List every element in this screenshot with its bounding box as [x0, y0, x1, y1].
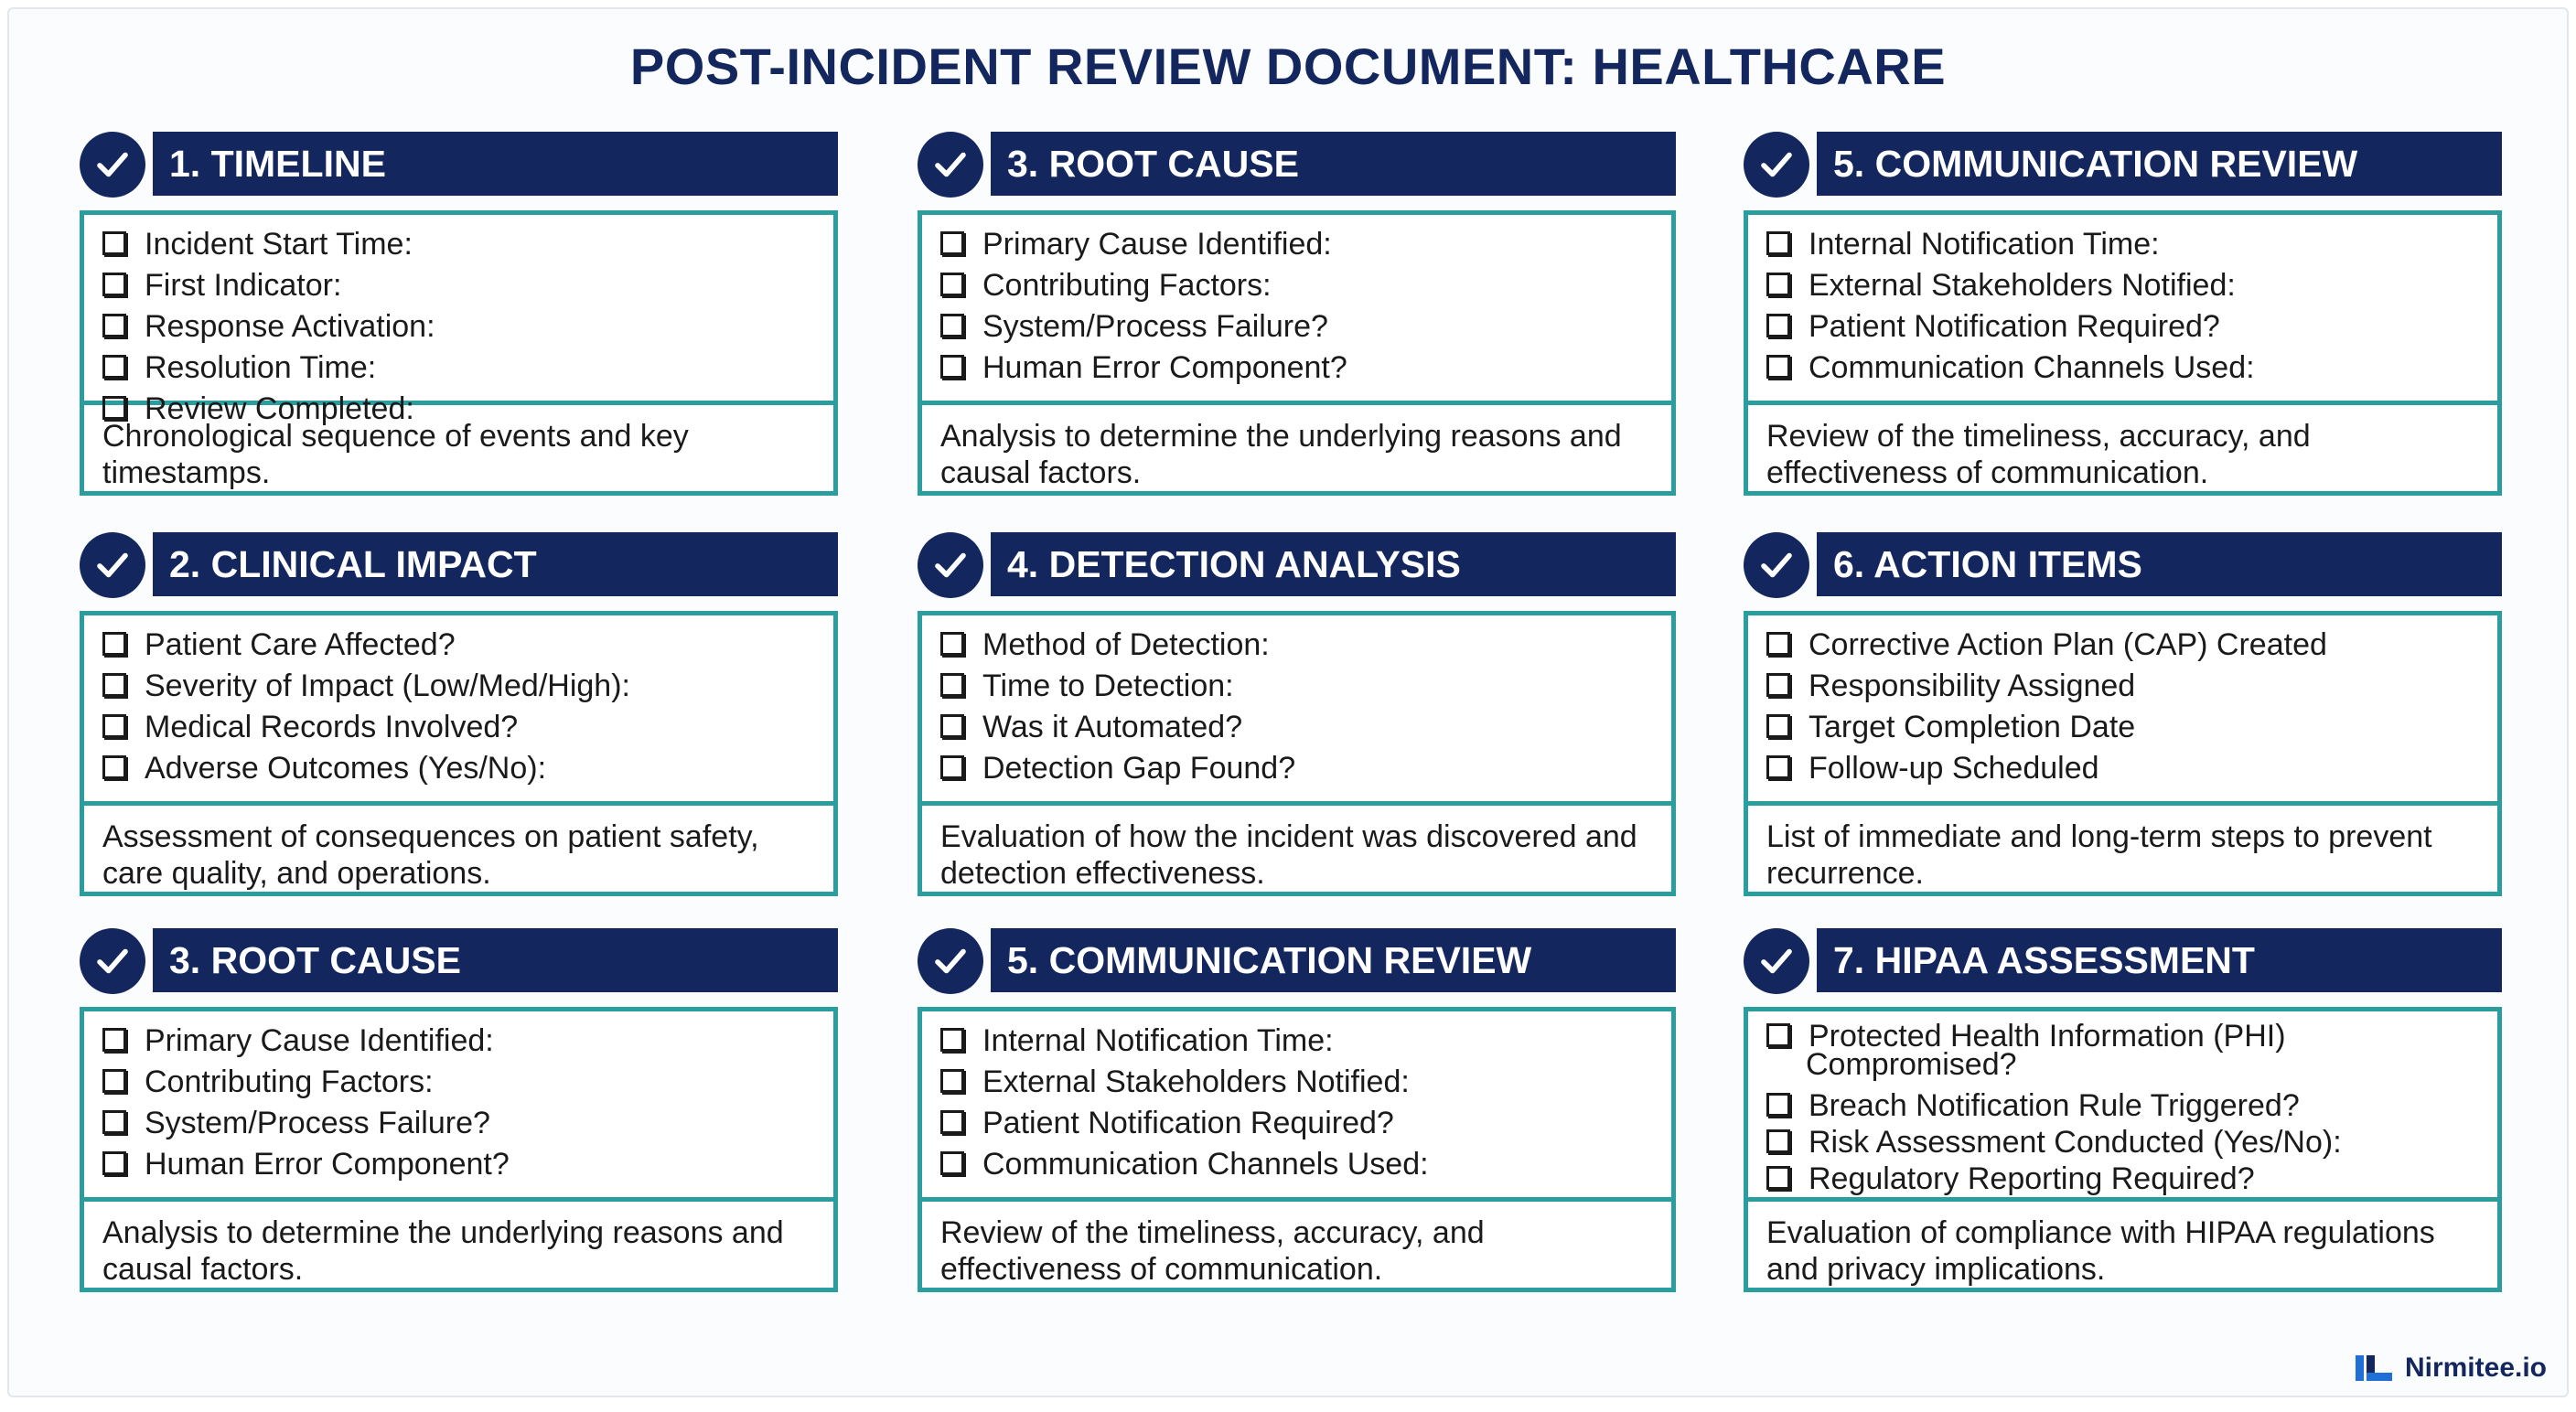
checklist-item[interactable]: [1766, 348, 2479, 389]
checklist-item-label: Adverse Outcomes (Yes/No):: [145, 751, 547, 786]
checklist-item[interactable]: [102, 1103, 815, 1144]
section-description: Analysis to determine the underlying reasons and causal factors.: [940, 419, 1622, 490]
checkbox-icon[interactable]: [940, 1110, 964, 1134]
checklist-item-label: Time to Detection:: [982, 669, 1234, 703]
checklist-item-label: Review Completed:: [145, 391, 414, 426]
checkmark-icon: [918, 132, 983, 198]
checklist-item[interactable]: [102, 1021, 815, 1062]
section-card-action-items: [1744, 532, 2502, 896]
checklist: [1748, 215, 2497, 401]
section-card-detection-analysis: [918, 532, 1676, 896]
checklist-item[interactable]: [1766, 666, 2479, 707]
checklist-item-label: Primary Cause Identified:: [145, 1023, 494, 1058]
checkbox-icon[interactable]: [1766, 1023, 1790, 1047]
checklist-item-label: Human Error Component?: [145, 1147, 510, 1182]
checklist-item-label: Was it Automated?: [982, 710, 1243, 744]
checkmark-icon: [918, 928, 983, 994]
checklist-item[interactable]: [102, 224, 815, 265]
section-description: List of immediate and long-term steps to prevent recurrence.: [1766, 819, 2432, 891]
document-page: [7, 7, 2569, 1397]
checkbox-icon[interactable]: [1766, 673, 1790, 697]
checklist-item-label: Contributing Factors:: [982, 268, 1272, 303]
checklist-item[interactable]: [940, 265, 1653, 306]
checkbox-icon[interactable]: [1766, 231, 1790, 255]
checklist-item[interactable]: [102, 306, 815, 348]
section-body: [918, 1007, 1676, 1292]
checklist-item-label: Target Completion Date: [1809, 710, 2136, 744]
section-heading: 3. ROOT CAUSE: [153, 928, 838, 992]
section-header: [918, 928, 1676, 994]
checklist-item[interactable]: [102, 625, 815, 666]
checklist-item-label: First Indicator:: [145, 268, 342, 303]
checkbox-icon[interactable]: [1766, 273, 1790, 296]
checkbox-icon[interactable]: [1766, 1129, 1790, 1153]
section-card-communication-review: [918, 928, 1676, 1292]
nirmitee-logo-icon: [2354, 1352, 2396, 1385]
checklist-item[interactable]: [102, 1144, 815, 1185]
checklist-item-label: Primary Cause Identified:: [982, 227, 1332, 262]
section-header: [1744, 532, 2502, 598]
checklist-item[interactable]: [102, 666, 815, 707]
checkbox-icon[interactable]: [102, 632, 126, 656]
checklist-item-label: System/Process Failure?: [145, 1106, 490, 1140]
section-description: Review of the timeliness, accuracy, and effectiveness of communication.: [1766, 419, 2311, 490]
checkmark-icon: [80, 532, 145, 598]
checklist-item[interactable]: [940, 224, 1653, 265]
checklist: [922, 615, 1671, 801]
checklist-item-label: Method of Detection:: [982, 627, 1270, 662]
checklist-item-label: Risk Assessment Conducted (Yes/No):: [1809, 1125, 2342, 1160]
section-card-timeline: [80, 132, 838, 496]
checkbox-icon[interactable]: [940, 1069, 964, 1093]
checkbox-icon[interactable]: [940, 273, 964, 296]
brand-name: Nirmitee.io: [2404, 1353, 2547, 1383]
checkbox-icon[interactable]: [1766, 1093, 1790, 1117]
checklist-item-label: Severity of Impact (Low/Med/High):: [145, 669, 630, 703]
checklist-item-label: Communication Channels Used:: [982, 1147, 1429, 1182]
checklist-item[interactable]: [102, 748, 815, 789]
checkmark-icon: [918, 532, 983, 598]
checklist-item-label: Human Error Component?: [982, 350, 1347, 385]
checklist: [922, 215, 1671, 401]
section-heading: 5. COMMUNICATION REVIEW: [991, 928, 1676, 992]
checklist-item[interactable]: [1766, 748, 2479, 789]
section-description: Evaluation of compliance with HIPAA regulations and privacy implications.: [1766, 1215, 2435, 1287]
checklist-item-label: Internal Notification Time:: [1809, 227, 2160, 262]
checklist-item[interactable]: [940, 1144, 1653, 1185]
checklist: [84, 615, 833, 801]
checkbox-icon[interactable]: [102, 1151, 126, 1175]
section-card-clinical-impact: [80, 532, 838, 896]
checklist-item-label: Incident Start Time:: [145, 227, 413, 262]
checklist-item[interactable]: [1766, 224, 2479, 265]
checklist: [84, 1011, 833, 1197]
checklist-item-label: Communication Channels Used:: [1809, 350, 2255, 385]
checklist: [922, 1011, 1671, 1197]
checkbox-icon[interactable]: [940, 673, 964, 697]
checkbox-icon[interactable]: [940, 355, 964, 379]
checklist-item[interactable]: [940, 348, 1653, 389]
checklist-item-label: Response Activation:: [145, 309, 435, 344]
checklist-item[interactable]: [940, 666, 1653, 707]
section-header: [1744, 928, 2502, 994]
checklist-item-label: Contributing Factors:: [145, 1064, 434, 1099]
checklist-item-label: Responsibility Assigned: [1809, 669, 2136, 703]
checklist-item-label: Internal Notification Time:: [982, 1023, 1334, 1058]
checklist-item[interactable]: [1766, 1087, 2479, 1124]
section-description: Evaluation of how the incident was discovered and detection effectiveness.: [940, 819, 1637, 891]
checklist: [84, 215, 833, 426]
checkbox-icon[interactable]: [940, 314, 964, 337]
checklist-item[interactable]: [940, 707, 1653, 748]
section-body: [80, 210, 838, 496]
checkmark-icon: [1744, 132, 1809, 198]
checkbox-icon[interactable]: [1766, 714, 1790, 738]
document-title: POST-INCIDENT REVIEW DOCUMENT: HEALTHCARE: [629, 37, 1947, 95]
section-body: [918, 611, 1676, 896]
checkbox-icon[interactable]: [102, 1110, 126, 1134]
section-heading: 3. ROOT CAUSE: [991, 132, 1676, 196]
checklist-item[interactable]: [940, 748, 1653, 789]
section-heading: 7. HIPAA ASSESSMENT: [1817, 928, 2502, 992]
section-description: Review of the timeliness, accuracy, and effectiveness of communication.: [940, 1215, 1485, 1287]
checklist-item-label: Medical Records Involved?: [145, 710, 519, 744]
checkbox-icon[interactable]: [1766, 355, 1790, 379]
section-card-root-cause: [80, 928, 838, 1292]
checkbox-icon[interactable]: [1766, 755, 1790, 779]
checklist-item-label: System/Process Failure?: [982, 309, 1328, 344]
section-card-root-cause: [918, 132, 1676, 496]
section-heading: 2. CLINICAL IMPACT: [153, 532, 838, 596]
checklist-item-label: Breach Notification Rule Triggered?: [1809, 1088, 2300, 1123]
checkmark-icon: [80, 928, 145, 994]
checklist-item-label: Resolution Time:: [145, 350, 377, 385]
section-description: Assessment of consequences on patient safety, care quality, and operations.: [102, 819, 759, 891]
section-header: [80, 132, 838, 198]
checklist-item[interactable]: [1766, 625, 2479, 666]
checklist-item-label: External Stakeholders Notified:: [1809, 268, 2236, 303]
checklist-item[interactable]: [1766, 1019, 2479, 1082]
checkbox-icon[interactable]: [940, 632, 964, 656]
checklist-item[interactable]: [940, 625, 1653, 666]
section-description: Analysis to determine the underlying reasons and causal factors.: [102, 1215, 784, 1287]
section-card-hipaa-assessment: [1744, 928, 2502, 1292]
checklist-item-label: Protected Health Information (PHI) Compromised?: [1806, 1019, 2286, 1082]
section-header: [80, 928, 838, 994]
checklist-item[interactable]: [102, 1062, 815, 1103]
checklist-item[interactable]: [1766, 707, 2479, 748]
checklist-item-label: Patient Care Affected?: [145, 627, 456, 662]
checkbox-icon[interactable]: [102, 273, 126, 296]
section-body: [1744, 1007, 2502, 1292]
checklist-item[interactable]: [1766, 1124, 2479, 1161]
checkbox-icon[interactable]: [102, 1028, 126, 1052]
checkbox-icon[interactable]: [102, 755, 126, 779]
section-card-communication-review: [1744, 132, 2502, 496]
section-body: [1744, 210, 2502, 496]
checkbox-icon[interactable]: [102, 231, 126, 255]
section-body: [1744, 611, 2502, 896]
checkbox-icon[interactable]: [940, 1151, 964, 1175]
checkbox-icon[interactable]: [1766, 632, 1790, 656]
checklist-item-label: External Stakeholders Notified:: [982, 1064, 1410, 1099]
checklist-item[interactable]: [102, 348, 815, 389]
checklist: [1748, 615, 2497, 801]
section-heading: 6. ACTION ITEMS: [1817, 532, 2502, 596]
checklist-item[interactable]: [940, 306, 1653, 348]
checkmark-icon: [1744, 532, 1809, 598]
checklist-item[interactable]: [102, 265, 815, 306]
checklist: [1748, 1011, 2497, 1197]
checkbox-icon[interactable]: [102, 355, 126, 379]
checklist-item[interactable]: [940, 1103, 1653, 1144]
checklist-item-label: Corrective Action Plan (CAP) Created: [1809, 627, 2327, 662]
checkbox-icon[interactable]: [940, 755, 964, 779]
section-header: [1744, 132, 2502, 198]
checkbox-icon[interactable]: [102, 714, 126, 738]
checklist-item-label: Detection Gap Found?: [982, 751, 1296, 786]
section-description: Chronological sequence of events and key timestamps.: [102, 419, 689, 490]
checkbox-icon[interactable]: [940, 1028, 964, 1052]
checkbox-icon[interactable]: [940, 714, 964, 738]
checklist-item-label: Patient Notification Required?: [1809, 309, 2220, 344]
checkbox-icon[interactable]: [102, 1069, 126, 1093]
checkbox-icon[interactable]: [102, 396, 126, 420]
section-heading: 5. COMMUNICATION REVIEW: [1817, 132, 2502, 196]
checklist-item[interactable]: [940, 1021, 1653, 1062]
section-heading: 1. TIMELINE: [153, 132, 838, 196]
section-heading: 4. DETECTION ANALYSIS: [991, 532, 1676, 596]
section-header: [80, 532, 838, 598]
checkbox-icon[interactable]: [1766, 314, 1790, 337]
section-body: [918, 210, 1676, 496]
checkbox-icon[interactable]: [102, 673, 126, 697]
checklist-item[interactable]: [1766, 265, 2479, 306]
section-body: [80, 611, 838, 896]
checkbox-icon[interactable]: [1766, 1166, 1790, 1190]
checklist-item[interactable]: [1766, 306, 2479, 348]
checkbox-icon[interactable]: [102, 314, 126, 337]
section-header: [918, 132, 1676, 198]
checkmark-icon: [80, 132, 145, 198]
brand-logo[interactable]: [2354, 1352, 2547, 1385]
checklist-item-label: Follow-up Scheduled: [1809, 751, 2099, 786]
checkbox-icon[interactable]: [940, 231, 964, 255]
checklist-item-label: Patient Notification Required?: [982, 1106, 1394, 1140]
checklist-item-label: Regulatory Reporting Required?: [1809, 1161, 2255, 1196]
section-header: [918, 532, 1676, 598]
section-body: [80, 1007, 838, 1292]
checkmark-icon: [1744, 928, 1809, 994]
checklist-item[interactable]: [940, 1062, 1653, 1103]
checklist-item[interactable]: [102, 707, 815, 748]
checklist-item[interactable]: [1766, 1161, 2479, 1197]
